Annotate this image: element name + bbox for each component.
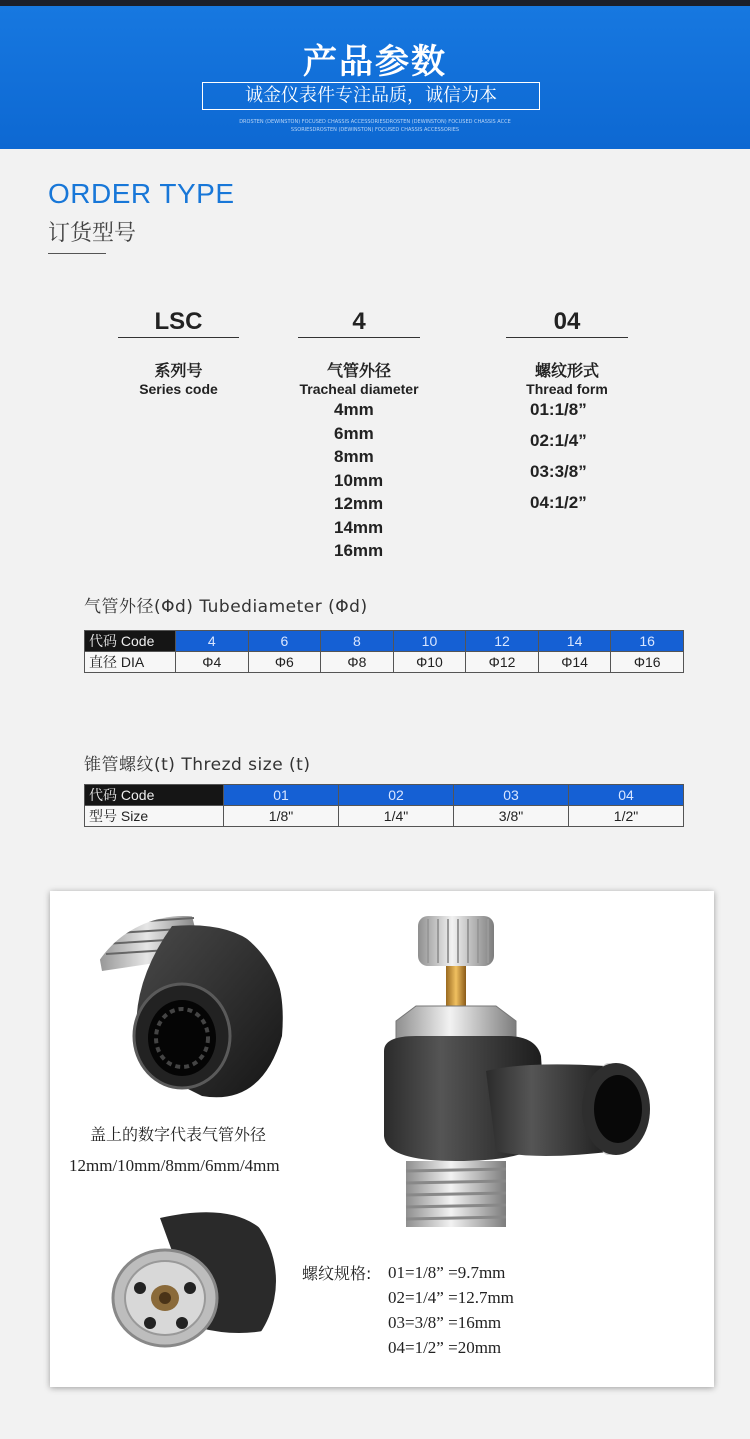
table-cell: 10 [393, 631, 466, 652]
code-value: 4 [298, 307, 420, 338]
table-cell: 14 [538, 631, 611, 652]
table-row-label: 直径 DIA [85, 652, 176, 673]
code-label-cn: 螺纹形式 [534, 361, 599, 380]
code-label-en: Tracheal diameter [299, 381, 419, 397]
banner-subtitle-box: 诚金仪表件专注品质，诚信为本 [202, 82, 540, 110]
list-item: 02:1/4” [530, 431, 587, 450]
tube-diameter-table [84, 630, 684, 673]
table-cell: 1/2" [569, 806, 684, 827]
table-cell: 1/8" [224, 806, 339, 827]
thread-size-table [84, 784, 684, 827]
banner-small-text: SSORIESDROSTEN (DEWINSTON) FOCUSED CHASSIS ACCESSORIES [290, 127, 460, 133]
list-item: 03=3/8” =16mm [388, 1313, 502, 1332]
table-cell: 3/8" [454, 806, 569, 827]
diameter-options-list [334, 400, 383, 565]
speed-controller-fitting-image [376, 911, 666, 1233]
table-cell: 12 [466, 631, 539, 652]
list-item: 8mm [334, 447, 374, 466]
list-item: 01:1/8” [530, 400, 587, 419]
table-row [85, 806, 684, 827]
table-cell: 4 [176, 631, 249, 652]
table-row-label: 型号 Size [85, 806, 224, 827]
table-cell: Φ4 [176, 652, 249, 673]
list-item: 12mm [334, 494, 384, 513]
order-type-subtitle: 订货型号 [48, 221, 137, 246]
tube-end-closeup-image [82, 916, 284, 1118]
list-item: 10mm [334, 470, 384, 490]
code-label-cn: 系列号 [154, 361, 203, 380]
thread-spec-label: 螺纹规格: [302, 1264, 372, 1283]
table-cell: Φ6 [248, 652, 321, 673]
list-item: 6mm [334, 423, 374, 443]
table-cell: Φ8 [321, 652, 394, 673]
thread-table-title: 锥管螺纹(t) Threzd size (t) [84, 755, 311, 775]
table-header-row [85, 785, 684, 806]
list-item: 16mm [334, 541, 384, 560]
list-item: 01=1/8” =9.7mm [388, 1263, 506, 1282]
table-cell: 02 [339, 785, 454, 806]
table-cell: 16 [611, 631, 684, 652]
product-card [50, 891, 714, 1387]
banner-title: 产品参数 [303, 42, 447, 82]
code-label-en: Thread form [526, 381, 608, 397]
table-cell: Φ16 [611, 652, 684, 673]
table-row [85, 652, 684, 673]
code-value: 04 [506, 307, 628, 338]
list-item: 4mm [334, 400, 374, 419]
table-cell: Φ12 [466, 652, 539, 673]
caption-sizes: 12mm/10mm/8mm/6mm/4mm [69, 1156, 280, 1175]
title-underline [48, 253, 106, 254]
list-item: 03:3/8” [530, 462, 587, 481]
table-cell: 03 [454, 785, 569, 806]
code-part-diameter [298, 307, 420, 397]
list-item: 04=1/2” =20mm [388, 1338, 502, 1357]
thread-end-closeup-image [90, 1188, 276, 1374]
table-cell: 1/4" [339, 806, 454, 827]
table-header-row [85, 631, 684, 652]
table-cell: Φ10 [393, 652, 466, 673]
thread-options-list [530, 400, 587, 524]
code-label-cn: 气管外径 [326, 361, 391, 380]
thread-spec-list [388, 1263, 514, 1363]
table-cell: 04 [569, 785, 684, 806]
table-row-label: 代码 Code [85, 631, 176, 652]
table-cell: 01 [224, 785, 339, 806]
header-banner [0, 6, 750, 149]
order-type-title: ORDER TYPE [48, 178, 235, 209]
code-part-series [118, 307, 239, 397]
table-cell: 6 [248, 631, 321, 652]
table-cell: Φ14 [538, 652, 611, 673]
table-cell: 8 [321, 631, 394, 652]
list-item: 14mm [334, 517, 384, 537]
banner-small-text: DROSTEN (DEWINSTON) FOCUSED CHASSIS ACCESSORIESDROSTEN (DEWINSTON) FOCUSED CHASSIS ACCE [239, 119, 511, 125]
list-item: 04:1/2” [530, 493, 587, 512]
code-value: LSC [118, 307, 239, 338]
code-part-thread [506, 307, 628, 397]
tube-table-title: 气管外径(Φd) Tubediameter (Φd) [84, 597, 368, 617]
list-item: 02=1/4” =12.7mm [388, 1288, 514, 1307]
caption-cn: 盖上的数字代表气管外径 [90, 1125, 267, 1144]
table-row-label: 代码 Code [85, 785, 224, 806]
code-label-en: Series code [139, 381, 218, 397]
